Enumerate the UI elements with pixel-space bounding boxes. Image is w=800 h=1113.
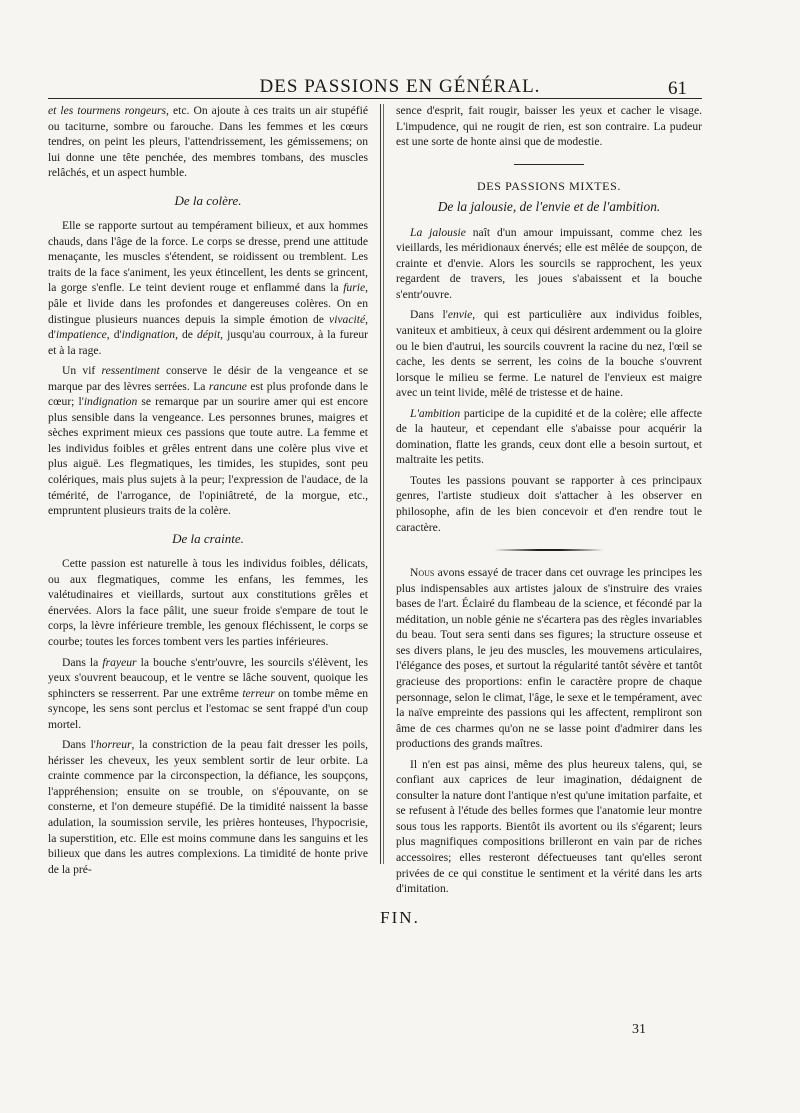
paragraph-text: avons essayé de tracer dans cet ouvrage les principes les plus indispensables aux artistes jaloux de s'instruire des vraies bases de l'art. Éclairé du flambeau de la science, et fécondé par la méditation, un noble génie ne s'écartera pas des règles invariables du beau. Tout sera senti dans ses figures; la structure osseuse et ses divers plans, le jeu des muscles, les mouvemens articulaires, l'élégance des poses, et surtout la régularité tantôt sévère et tantôt gracieuse des proportions: enfin le caractère propre de chaque personnage, selon le climat, l'âge, le sexe et le tempérament, avec la naïve empreinte des passions qui les affectent, rempliront son âme de ces charmes qu'on ne se lasse point d'admirer dans les productions des grands maîtres.	[396, 566, 702, 751]
right-column	[396, 103, 702, 897]
paragraph-envie	[396, 307, 702, 400]
italic-term: L'ambition	[410, 406, 461, 420]
paragraph-text: conserve le désir de la vengeance et se marque par des lèvres serrées. La	[48, 364, 368, 393]
paragraph-text: Elle se rapporte surtout au tempérament bilieux, et aux hommes chauds, dans l'âge de la force. Le corps se dresse, prend une attitude menaçante, les muscles s'étendent, se roidissent ou tremblent. Les traits de la face s'animent, les yeux étincellent, les dents se grincent, la gorge s'enfle. Le teint devient rouge et enflammé dans la	[48, 219, 368, 295]
paragraph-text: la bouche s'entr'ouvre, les sourcils s'élèvent, les yeux s'ouvrent beaucoup, et le ventre se lâche souvent, quoique les sphincters se resserrent. Par une extrême	[48, 655, 368, 700]
column-divider-inner	[383, 104, 384, 864]
left-column	[48, 103, 368, 877]
page-number: 61	[668, 78, 687, 99]
paragraph-text: , d'	[106, 328, 122, 342]
signature-mark: 31	[632, 1022, 646, 1037]
paragraph-text: on tombe même en syncope, les sens sont perclus et l'estomac se sent frappé d'un coup mortel.	[48, 686, 369, 731]
italic-term: dépit	[196, 328, 221, 342]
italic-term: horreur	[95, 738, 132, 752]
paragraph-frayeur	[48, 655, 368, 733]
italic-term: terreur	[242, 686, 275, 700]
italic-term: vivacité	[329, 312, 366, 326]
paragraph-tourmens	[48, 103, 368, 181]
paragraph-text: , etc. On ajoute à ces traits un air stupéfié ou taciturne, sombre ou farouche. Dans les femmes et les cœurs tendres, on peint les pleurs, l'attendrissement, les gémissemens; on lui donne une tête penchée, des membres tombans, des muscles relâchés, et un aspect humble.	[48, 104, 368, 180]
italic-term: rancune	[208, 379, 247, 393]
paragraph-text: , de	[175, 328, 197, 342]
running-title: DES PASSIONS EN GÉNÉRAL.	[259, 76, 541, 97]
italic-term: La jalousie	[410, 225, 466, 239]
paragraph-text: , la constriction de la peau fait dresser les poils, hérisser les cheveux, les yeux semblent sortir de leur orbite. La crainte commence par la circonspection, la défiance, les soupçons, l'appréhension; ensuite on se trouble, on s'épouvante, on se consterne, et l'on demeure stupéfié. De la timidité naissent la basse adulation, la soumission servile, les prières honteuses, l'hypocrisie, la superstition, etc. Elle est moins commune dans les sanguins et les bilieux que dans les autres complexions. La timidité de honte prive de la pré-	[48, 738, 368, 876]
paragraph-text: Dans la	[62, 655, 103, 669]
paragraph-text: est plus profonde dans le cœur; l'	[48, 379, 369, 409]
italic-term: indignation	[83, 395, 138, 409]
paragraph-colere	[48, 218, 368, 358]
paragraph-text: Dans l'	[410, 308, 448, 322]
paragraph-text: naît d'un amour impuissant, comme chez les vieillards, les méridionaux énervés; elle est mêlée de soupçon, de crainte et d'envie. Alors les sourcils se rapprochent, les yeux regardent de travers, les joues s'abaissent et la bouche s'entr'ouvre.	[396, 225, 702, 301]
paragraph-text: se remarque par un sourire amer qui est encore plus sensible dans la vengeance. Les personnes brunes, maigres et sèches expriment mieux ces passions que toute autre. La femme et les individus foibles et grêles entrent dans une colère plus vive et plus aiguë. Les flegmatiques, les timides, les stupides, sont peu colériques, mais plus sujets à la peur; l'expression de l'audace, de la témérité, de l'arrogance, de l'opiniâtreté, de la morgue, etc., empruntent plusieurs traits de la colère.	[48, 395, 368, 518]
italic-term: et les tourmens rongeurs	[48, 104, 167, 117]
heading-jalousie: De la jalousie, de l'envie et de l'ambition.	[437, 199, 661, 215]
italic-term: furie	[343, 281, 366, 295]
paragraph-crainte: Cette passion est naturelle à tous les individus foibles, délicats, ou aux flegmatiques, comme les enfans, les femmes, les valétudinaires et vieillards, surtout aux constitutions grêles et énervées. Alors la face pâlit, une sueur froide s'empare de tout le corps, la lèvre inférieure tremble, les genoux fléchissent, le corps se courbe; toutes les forces tombent vers les parties inférieures.	[48, 557, 368, 648]
italic-term: envie	[447, 308, 473, 322]
paragraph-text: Un vif	[62, 364, 102, 378]
section-separator	[514, 164, 584, 165]
heading-colere: De la colère.	[174, 192, 242, 208]
column-divider	[380, 104, 381, 864]
paragraph-honte: sence d'esprit, fait rougir, baisser les yeux et cacher le visage. L'impudence, qui ne rougit de rien, est son contraire. La pudeur est une sorte de honte ainsi que de modestie.	[396, 104, 702, 149]
italic-term: impatience	[55, 328, 107, 342]
paragraph-toutes-passions: Toutes les passions pouvant se rapporter à ces principaux genres, l'artiste studieux doit s'attacher à les observer en philosophe, afin de les bien concevoir et d'en rendre tout le caractère.	[396, 473, 702, 534]
italic-term: frayeur	[102, 655, 137, 669]
paragraph-text: Dans l'	[62, 738, 96, 752]
heading-passions-mixtes: DES PASSIONS MIXTES.	[477, 178, 621, 193]
ornamental-rule	[494, 549, 604, 551]
paragraph-text: , d'	[48, 312, 368, 342]
paragraph-ambition	[396, 406, 702, 468]
header-rule	[48, 98, 702, 99]
paragraph-horreur	[48, 737, 368, 877]
heading-crainte: De la crainte.	[172, 530, 244, 546]
paragraph-ressentiment	[48, 363, 368, 518]
italic-term: indignation	[121, 328, 176, 342]
paragraph-text: , jusqu'au courroux, à la fureur et à la rage.	[48, 328, 368, 357]
paragraph-heureux-talens: Il n'en est pas ainsi, même des plus heureux talens, qui, se confiant aux caprices de leur imagination, dédaignent de consulter la nature dont l'antique n'est qu'une imitation parfaite, et se refusent à l'étude des belles formes que l'anatomie leur montre sous tous les rapports. Bientôt ils avortent ou ils s'égarent; leurs plus magnifiques compositions brilleront en vain par de riches accessoires; elles resteront défectueuses tant qu'elles seront privées de ce qui constitue le sentiment et la vérité dans les arts d'imitation.	[396, 757, 702, 896]
paragraph-conclusion	[396, 565, 702, 752]
paragraph-text: , pâle et livide dans les profondes et dangereuses colères. On en distingue plusieurs nuances depuis la simple émotion de	[48, 281, 368, 326]
paragraph-text: participe de la cupidité et de la colère; elle affecte de la hauteur, et cependant elle s'abaisse pour acquérir la domination, flatte les grands, ceux dont elle a besoin surtout, et maltraite les petits.	[396, 406, 702, 467]
paragraph-text: , qui est particulière aux individus foibles, vaniteux et ambitieux, à ceux qui désirent ardemment ou la gloire ou le bien d'autrui, les sourcils couvrent la racine du nez, l'œil se cache, les dents se serrent, les coins de la bouche s'ouvrent lorsque le milieu se ferme. Le naturel de l'envieux est maigre avec un teint livide, mêlé de tristesse et de haine.	[396, 308, 702, 400]
fin-mark: FIN.	[380, 908, 420, 927]
paragraph-jalousie	[396, 225, 702, 303]
italic-term: ressentiment	[101, 364, 160, 378]
small-caps-word: Nous	[410, 566, 435, 580]
